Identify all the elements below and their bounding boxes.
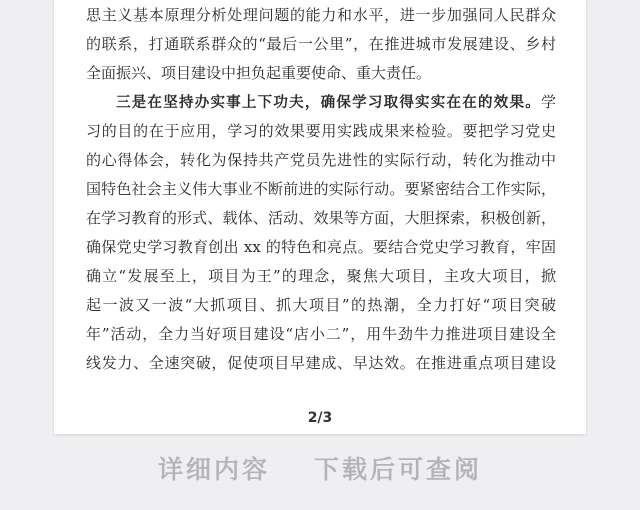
text-line: 年”活动，全力当好项目建设“店小二”，用牛劲牛力推进项目建设全 — [86, 325, 556, 343]
text-line: 确保党史学习教育创出 xx 的特色和亮点。要结合党史学习教育，牢固 — [86, 238, 556, 256]
text-line — [86, 88, 556, 117]
text-line: 习的目的在于应用，学习的效果要用实践成果来检验。要把学习党史 — [86, 122, 556, 140]
text-line: 的心得体会，转化为保持共产党员先进性的实际行动，转化为推动中 — [86, 151, 556, 169]
text-line: 起一波又一波“大抓项目、抓大项目”的热潮，全力打好“项目突破 — [86, 296, 556, 314]
text-line: 确立“发展至上，项目为王”的理念，聚焦大项目，主攻大项目，掀 — [86, 267, 556, 285]
page-number: 2/3 — [307, 410, 333, 426]
text-line: 的联系，打通联系群众的“最后一公里”，在推进城市发展建设、乡村 — [86, 35, 556, 53]
download-prompt-bar[interactable] — [0, 440, 640, 496]
paragraph-heading: 三是在坚持办实事上下功夫，确保学习取得实实在在的效果。 — [116, 95, 541, 111]
document-body — [86, 0, 556, 378]
text-line: 思主义基本原理分析处理问题的能力和水平，进一步加强同人民群众 — [86, 6, 556, 24]
text-line: 国特色社会主义伟大事业不断前进的实际行动。要紧密结合工作实际， — [86, 180, 556, 198]
detail-content-label[interactable]: 详细内容 — [157, 455, 270, 484]
download-to-view-label[interactable]: 下载后可查阅 — [314, 455, 483, 484]
text-line: 全面振兴、项目建设中担负起重要使命、重大责任。 — [86, 64, 432, 82]
text-line: 线发力、全速突破，促使项目早建成、早达效。在推进重点项目建设 — [86, 354, 556, 372]
text-fragment: 学 — [540, 93, 556, 111]
text-line: 在学习教育的形式、载体、活动、效果等方面，大胆探索，积极创新， — [86, 209, 556, 227]
